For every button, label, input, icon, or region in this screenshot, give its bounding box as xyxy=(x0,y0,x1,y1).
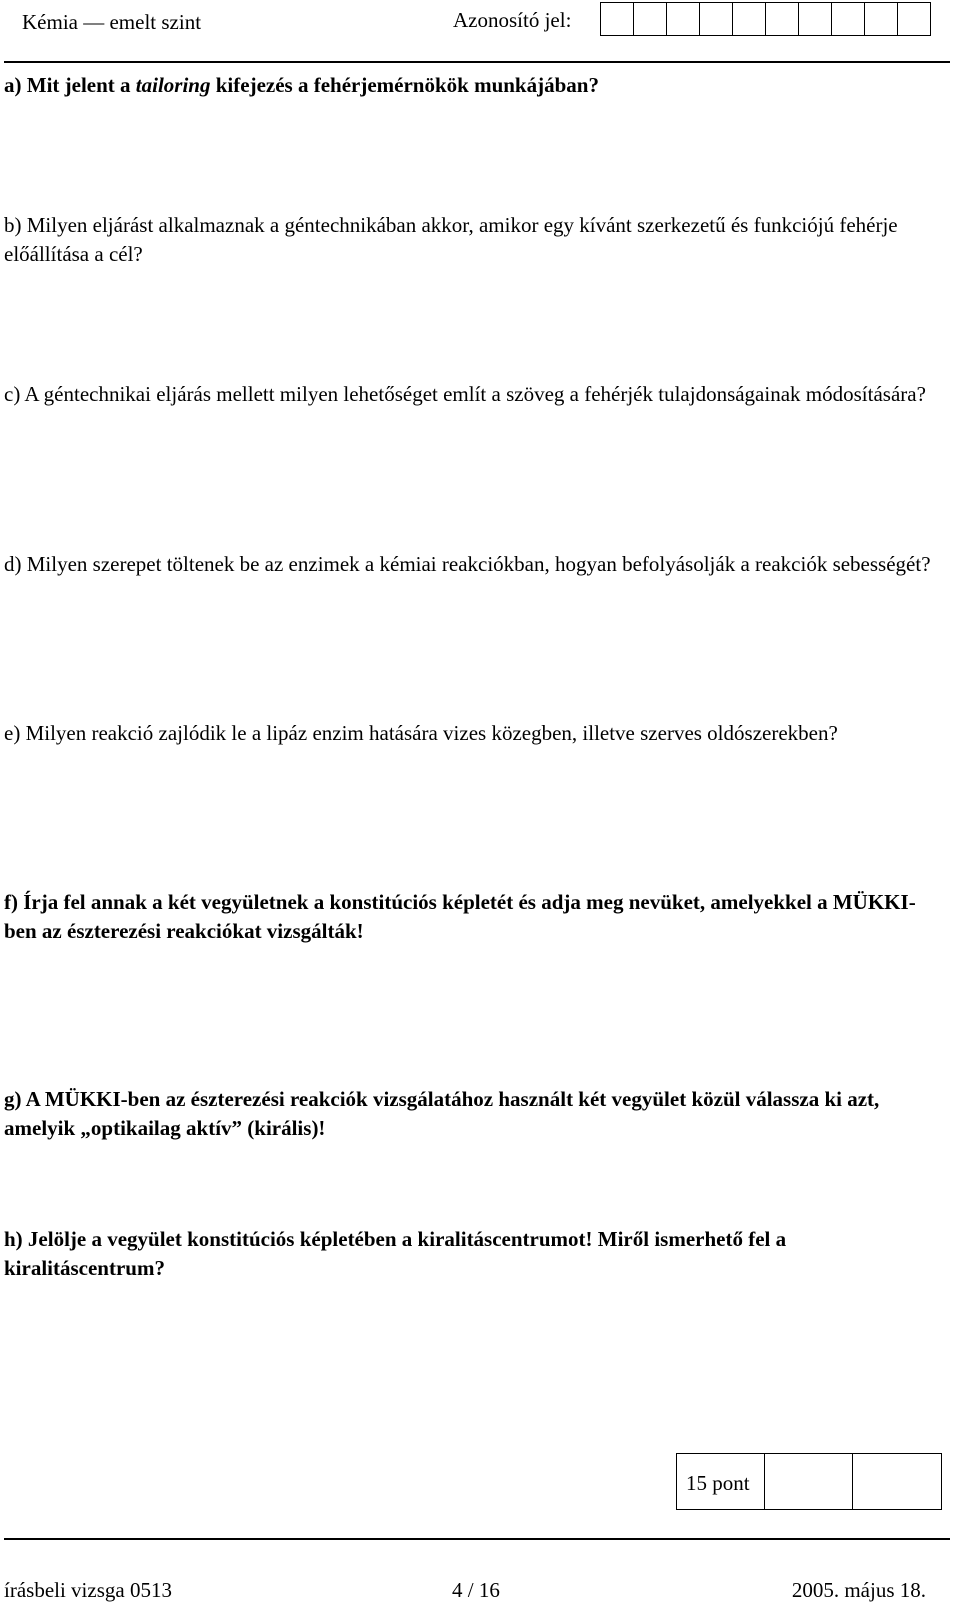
id-box xyxy=(798,2,832,36)
id-box xyxy=(699,2,733,36)
question-a xyxy=(4,71,944,100)
id-box xyxy=(897,2,931,36)
id-box xyxy=(732,2,766,36)
score-cell-total[interactable] xyxy=(853,1454,941,1509)
question-a-prefix: a) Mit jelent a xyxy=(4,73,136,97)
question-f: f) Írja fel annak a két vegyületnek a konstitúciós képletét és adja meg nevüket, amelyekkel a MÜKKI-ben az észterezési reakciókat vizsgálták! xyxy=(4,890,916,943)
footer-date: 2005. május 18. xyxy=(791,1578,926,1602)
id-box xyxy=(600,2,634,36)
question-e: e) Milyen reakció zajlódik le a lipáz enzim hatására vizes közegben, illetve szerves oldószerekben? xyxy=(4,721,838,745)
question-g: g) A MÜKKI-ben az észterezési reakciók vizsgálatához használt két vegyület közül válassza ki azt, amelyik „optikailag aktív” (királis)! xyxy=(4,1087,880,1140)
question-a-emphasis: tailoring xyxy=(135,73,211,97)
footer-rule xyxy=(4,1538,950,1540)
page-header xyxy=(0,0,960,64)
score-label: 15 pont xyxy=(677,1454,765,1509)
footer-exam-code: írásbeli vizsga 0513 xyxy=(4,1578,172,1602)
footer-page-number: 4 / 16 xyxy=(452,1578,500,1602)
question-c: c) A géntechnikai eljárás mellett milyen lehetőséget említ a szöveg a fehérjék tulajdonságainak módosítására? xyxy=(4,382,926,406)
question-b: b) Milyen eljárást alkalmaznak a géntechnikában akkor, amikor egy kívánt szerkezetű és funkciójú fehérje előállítása a cél? xyxy=(4,213,898,266)
id-label: Azonosító jel: xyxy=(453,8,572,32)
question-d: d) Milyen szerepet töltenek be az enzimek a kémiai reakciókban, hogyan befolyásolják a reakciók sebességét? xyxy=(4,552,931,576)
score-box xyxy=(676,1453,942,1510)
id-boxes xyxy=(601,2,931,36)
question-h: h) Jelölje a vegyület konstitúciós képletében a kiralitáscentrumot! Miről ismerhető fel a kiralitáscentrum? xyxy=(4,1227,787,1280)
id-box xyxy=(633,2,667,36)
header-rule xyxy=(4,61,950,63)
exam-title: Kémia — emelt szint xyxy=(22,10,202,34)
id-box xyxy=(666,2,700,36)
id-box xyxy=(765,2,799,36)
question-a-suffix: kifejezés a fehérjemérnökök munkájában? xyxy=(210,73,599,97)
id-box xyxy=(831,2,865,36)
id-box xyxy=(864,2,898,36)
score-cell-earned[interactable] xyxy=(765,1454,853,1509)
